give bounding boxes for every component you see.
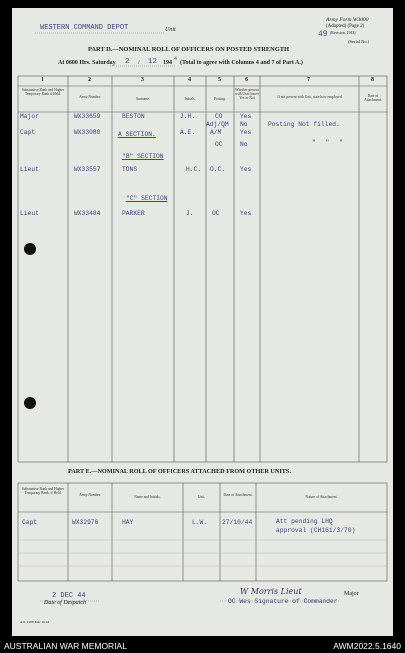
part-d-date-month: 12	[148, 58, 158, 66]
row1-rank: Major	[20, 113, 39, 120]
commander-signature: W Morris Lieut	[240, 587, 302, 596]
serial-label: (Serial No.)	[348, 39, 370, 44]
row4-employed: " " "	[312, 139, 346, 146]
row5-number: WX33557	[74, 166, 101, 173]
row6-rank: Lieut	[20, 210, 39, 217]
archive-footer	[0, 636, 405, 653]
row5-surname: TONS	[122, 166, 138, 173]
row6-initials: J.	[186, 210, 194, 217]
e-col-header-nature: Nature of Attachment.	[305, 495, 338, 499]
part-d-title: PART D.—NOMINAL ROLL OF OFFICERS ON POSTED STRENGTH	[88, 46, 289, 53]
row6-number: WX33484	[74, 210, 101, 217]
form-revision: (Revision, 1943)	[330, 31, 356, 35]
part-d-date-year-suffix: 4	[174, 56, 178, 62]
despatch-label: Date of Despatch	[44, 600, 86, 606]
part-d-date-separator: /	[138, 60, 140, 66]
e-row-number: WX32976	[72, 519, 99, 526]
col-header-present: Whether present with Unit (insert Yes or No)	[235, 88, 259, 101]
row6-posting: OC	[212, 210, 220, 217]
col-header-employed: If not present with Unit, state how employed.	[277, 95, 343, 99]
e-row-unit: L.W.	[192, 519, 208, 526]
e-row-name: HAY	[122, 519, 134, 526]
c-section-heading: "C" SECTION	[126, 195, 168, 202]
row5-initials: H.C.	[186, 166, 202, 173]
row3-posting: A/M	[210, 129, 222, 136]
part-d-date-year: 194	[163, 60, 172, 66]
row3-rank: Capt	[20, 129, 36, 136]
unit-label: Unit	[165, 27, 176, 33]
row4-present: No	[240, 141, 248, 148]
row5-present: Yes	[240, 166, 252, 173]
row1-initials: J.H.	[180, 113, 196, 120]
footer-accession: AWM2022.5.1640	[333, 641, 401, 651]
col-header-posting: Posting.	[214, 97, 226, 101]
col-num-7: 7	[307, 77, 310, 83]
row3-initials: A.E.	[180, 129, 196, 136]
e-row-date: 27/10/44	[222, 519, 253, 526]
printer-note: A.P. 1988 Mar 10/43	[20, 620, 50, 624]
unit-value: WESTERN COMMAND DEPOT	[40, 24, 129, 32]
row1-number: WX33659	[74, 113, 101, 120]
row1-surname: BESTON	[122, 113, 145, 120]
row4-posting: OC	[215, 141, 223, 148]
row3-surname: A SECTION.	[118, 131, 156, 138]
col-num-8: 8	[371, 77, 374, 83]
col-num-1: 1	[41, 77, 44, 83]
row2-posting: Adj/QM	[206, 121, 229, 128]
col-num-5: 5	[218, 77, 221, 83]
co-label: OC Wes Signature of Commander	[228, 598, 338, 605]
row3-present: Yes	[240, 129, 252, 136]
form-name: Army Form W3000	[326, 17, 369, 23]
row5-posting: O.C.	[210, 166, 226, 173]
despatch-date: 2 DEC 44	[52, 592, 86, 600]
col-num-6: 6	[245, 77, 248, 83]
b-section-heading: "B" SECTION	[122, 153, 164, 160]
part-e-title: PART E.—NOMINAL ROLL OF OFFICERS ATTACHED FROM OTHER UNITS.	[68, 468, 291, 475]
col-num-3: 3	[141, 77, 144, 83]
row6-surname: PARKER	[122, 210, 145, 217]
row1-present: Yes	[240, 113, 252, 120]
serial-value: 49	[318, 30, 328, 39]
row2-employed: Posting Not filled.	[268, 121, 340, 128]
part-d-date-suffix: (Total to agree with Columns 4 and 7 of Part A.)	[180, 60, 303, 66]
row1-posting: CO	[215, 113, 223, 120]
e-col-header-name: Name and Initials.	[134, 495, 161, 499]
part-d-date-prefix: At 0600 Hrs. Saturday	[58, 60, 116, 66]
e-col-header-army-number: Army Number.	[79, 493, 101, 497]
signature-title: Major	[344, 591, 359, 597]
e-row-rank: Capt	[22, 519, 38, 526]
col-num-2: 2	[88, 77, 91, 83]
row5-rank: Lieut	[20, 166, 39, 173]
footer-institution: AUSTRALIAN WAR MEMORIAL	[4, 641, 127, 651]
col-header-initials: Initials.	[184, 97, 196, 101]
e-col-header-rank: Substantive Rank and Higher Temporary Rank, if Held.	[21, 487, 65, 496]
col-num-4: 4	[188, 77, 191, 83]
form-adapted: (Adapted) (Page 2)	[326, 24, 365, 29]
e-row-nature-line1: Att pending LHQ	[276, 518, 333, 525]
col-header-attachment: Date of Attachment.	[364, 94, 382, 103]
e-col-header-unit: Unit.	[197, 495, 206, 499]
col-header-army-number: Army Number.	[79, 95, 101, 99]
row3-number: WX33080	[74, 129, 101, 136]
e-row-nature-line2: approval (CH161/3/70)	[276, 527, 356, 534]
row2-present: No	[240, 121, 248, 128]
part-d-date-day: 2	[125, 58, 130, 66]
row6-present: Yes	[240, 210, 252, 217]
col-header-rank: Substantive Rank and Higher Temporary Rank if Held.	[21, 88, 65, 97]
col-header-surname: Surname.	[136, 97, 150, 101]
e-col-header-date: Date of Attachment.	[223, 493, 253, 497]
